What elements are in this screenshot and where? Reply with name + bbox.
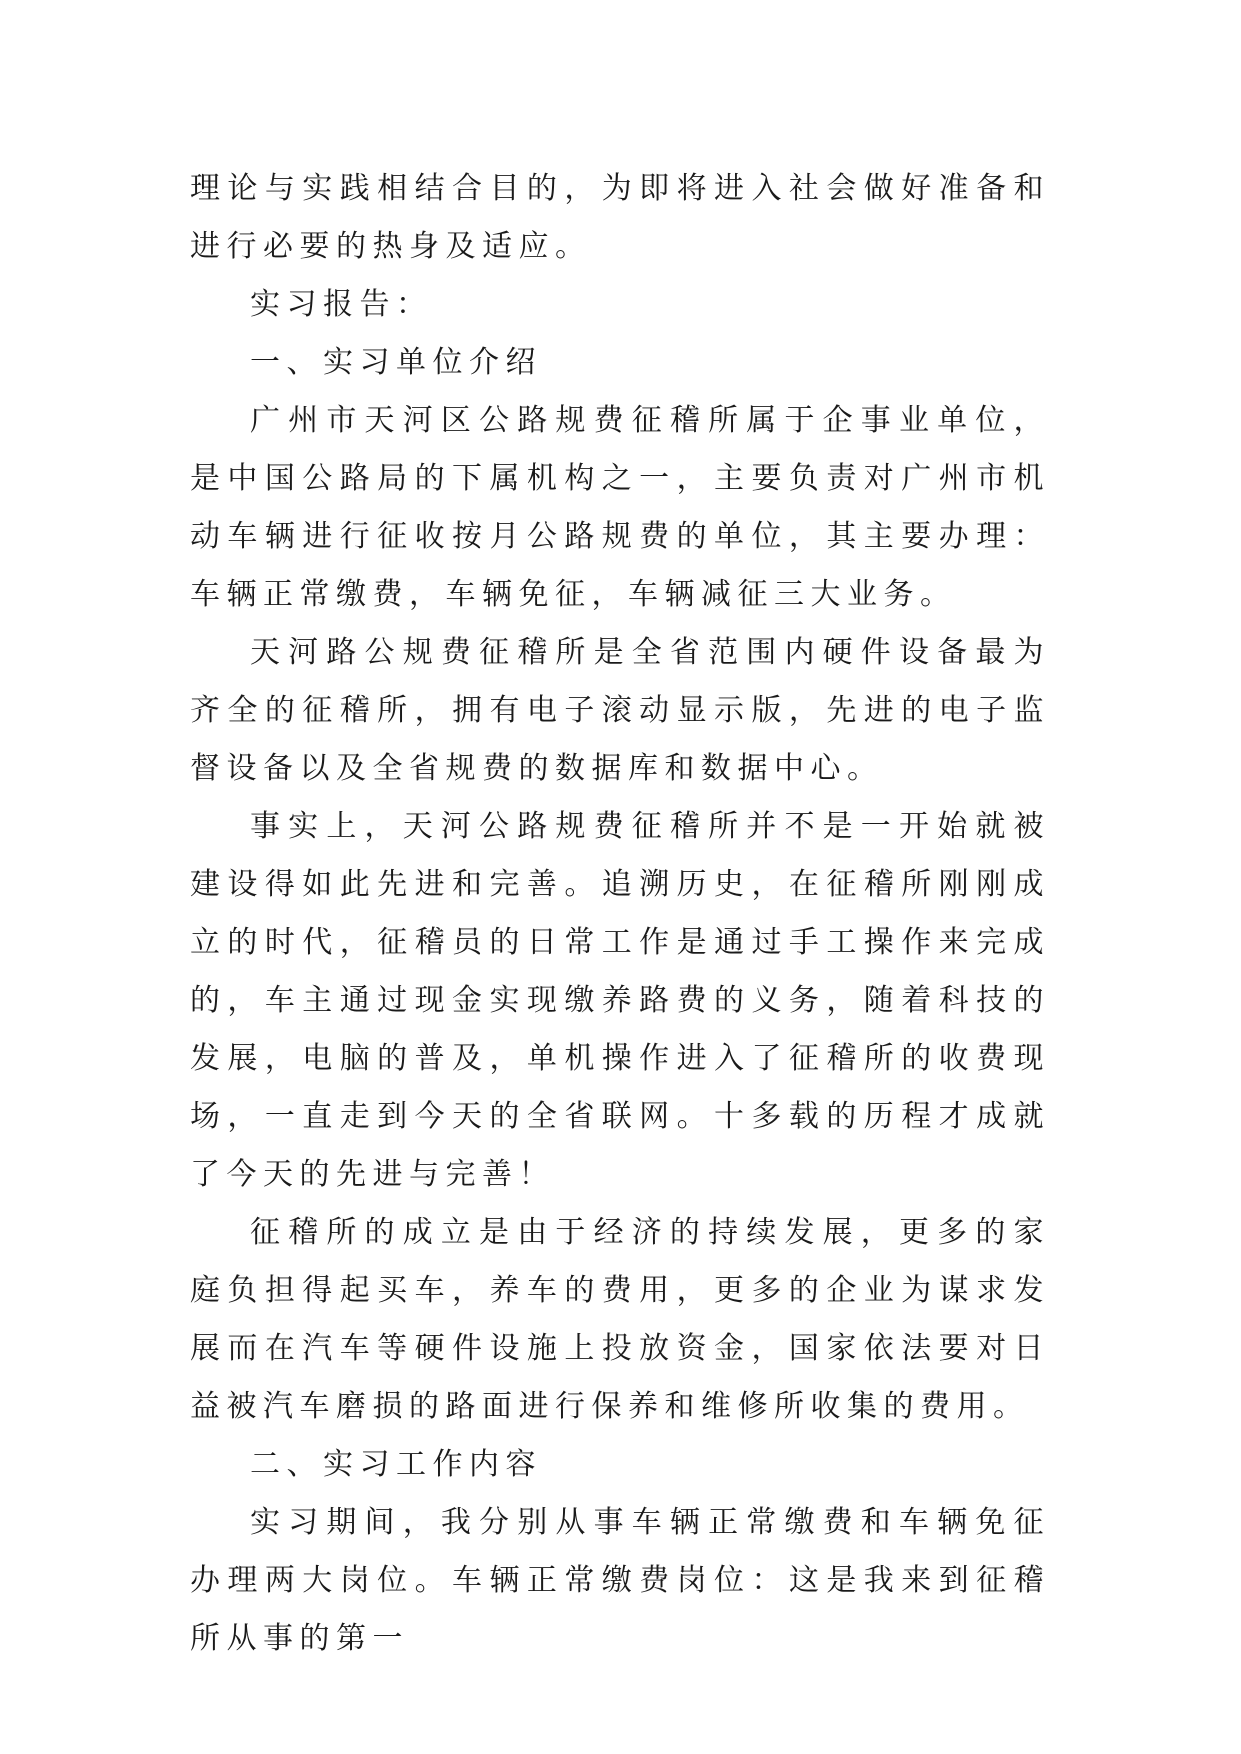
paragraph-unit-description: 广州市天河区公路规费征稽所属于企事业单位，是中国公路局的下属机构之一，主要负责对广州市机动车辆进行征收按月公路规费的单位，其主要办理：车辆正常缴费，车辆免征，车辆减征三大业务。 xyxy=(190,403,1050,612)
paragraph-internship-work: 实习期间，我分别从事车辆正常缴费和车辆免征办理两大岗位。车辆正常缴费岗位：这是我来到征稽所从事的第一 xyxy=(190,1505,1050,1656)
section-heading-work-content: 二、实习工作内容 xyxy=(250,1447,542,1482)
section-heading-unit-intro: 一、实习单位介绍 xyxy=(250,345,542,380)
paragraph-history: 事实上，天河公路规费征稽所并不是一开始就被建设得如此先进和完善。追溯历史，在征稽所刚刚成立的时代，征稽员的日常工作是通过手工操作来完成的，车主通过现金实现缴养路费的义务，随着科技的发展，电脑的普及，单机操作进入了征稽所的收费现场，一直走到今天的全省联网。十多载的历程才成就了今天的先进与完善！ xyxy=(190,809,1050,1192)
paragraph-report-heading: 实习报告： xyxy=(250,287,433,322)
paragraph-continuation: 理论与实践相结合目的，为即将进入社会做好准备和进行必要的热身及适应。 xyxy=(190,171,1050,264)
paragraph-equipment: 天河路公规费征稽所是全省范围内硬件设备最为齐全的征稽所，拥有电子滚动显示版，先进的电子监督设备以及全省规费的数据库和数据中心。 xyxy=(190,635,1050,786)
document-page xyxy=(190,160,1050,1668)
paragraph-establishment: 征稽所的成立是由于经济的持续发展，更多的家庭负担得起买车，养车的费用，更多的企业为谋求发展而在汽车等硬件设施上投放资金，国家依法要对日益被汽车磨损的路面进行保养和维修所收集的费用。 xyxy=(190,1215,1050,1424)
